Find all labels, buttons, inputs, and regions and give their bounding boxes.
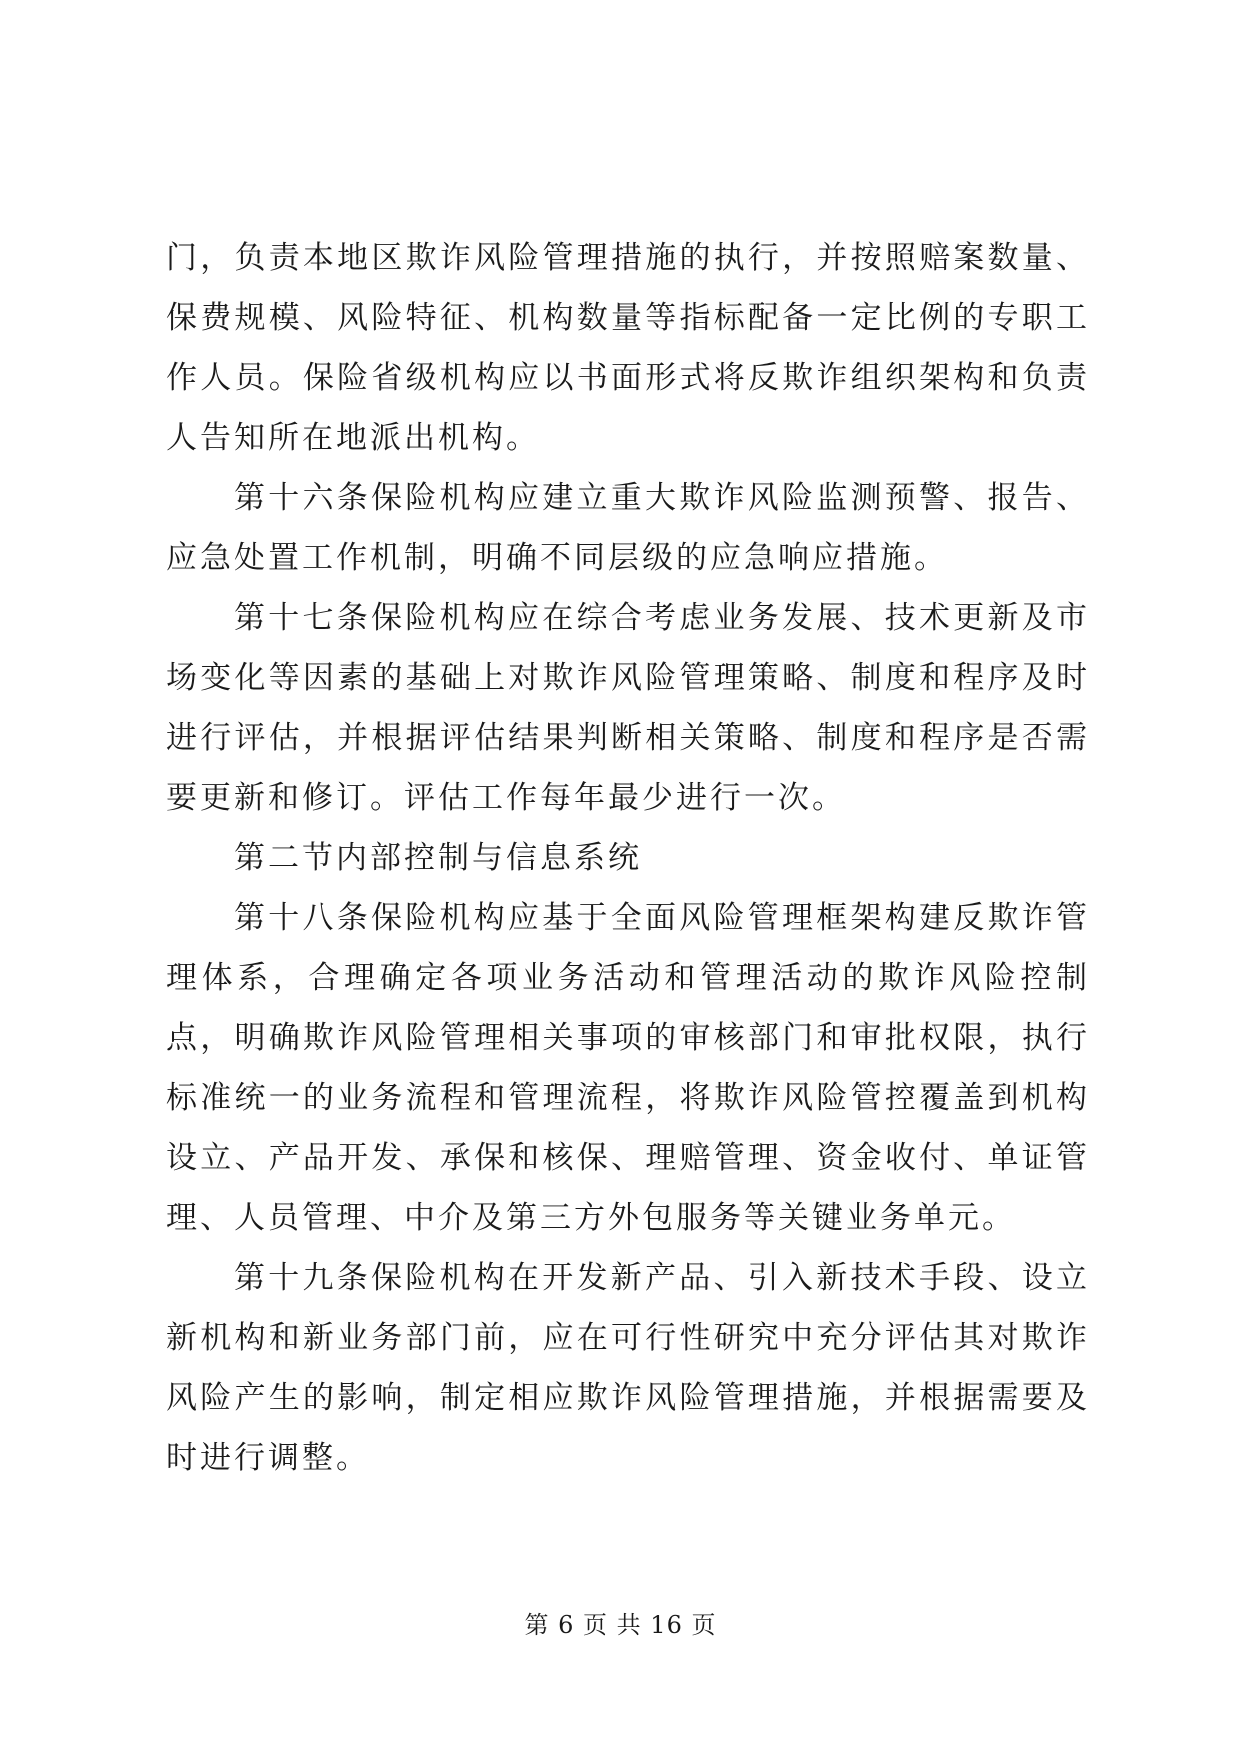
paragraph-continuation: 门，负责本地区欺诈风险管理措施的执行，并按照赔案数量、保费规模、风险特征、机构数量等指标配备一定比例的专职工作人员。保险省级机构应以书面形式将反欺诈组织架构和负责人告知所在地派出机构。 [166, 240, 1090, 456]
document-body [166, 228, 1090, 1488]
paragraph-article-17: 第十七条保险机构应在综合考虑业务发展、技术更新及市场变化等因素的基础上对欺诈风险管理策略、制度和程序及时进行评估，并根据评估结果判断相关策略、制度和程序是否需要更新和修订。评估工作每年最少进行一次。 [166, 600, 1090, 816]
paragraph-article-19: 第十九条保险机构在开发新产品、引入新技术手段、设立新机构和新业务部门前，应在可行性研究中充分评估其对欺诈风险产生的影响，制定相应欺诈风险管理措施，并根据需要及时进行调整。 [166, 1260, 1090, 1476]
paragraph-article-18: 第十八条保险机构应基于全面风险管理框架构建反欺诈管理体系，合理确定各项业务活动和管理活动的欺诈风险控制点，明确欺诈风险管理相关事项的审核部门和审批权限，执行标准统一的业务流程和管理流程，将欺诈风险管控覆盖到机构设立、产品开发、承保和核保、理赔管理、资金收付、单证管理、人员管理、中介及第三方外包服务等关键业务单元。 [166, 900, 1090, 1236]
page-number-footer: 第 6 页 共 16 页 [524, 1611, 717, 1639]
paragraph-article-16: 第十六条保险机构应建立重大欺诈风险监测预警、报告、应急处置工作机制，明确不同层级的应急响应措施。 [166, 480, 1090, 576]
section-heading: 第二节内部控制与信息系统 [234, 840, 642, 876]
